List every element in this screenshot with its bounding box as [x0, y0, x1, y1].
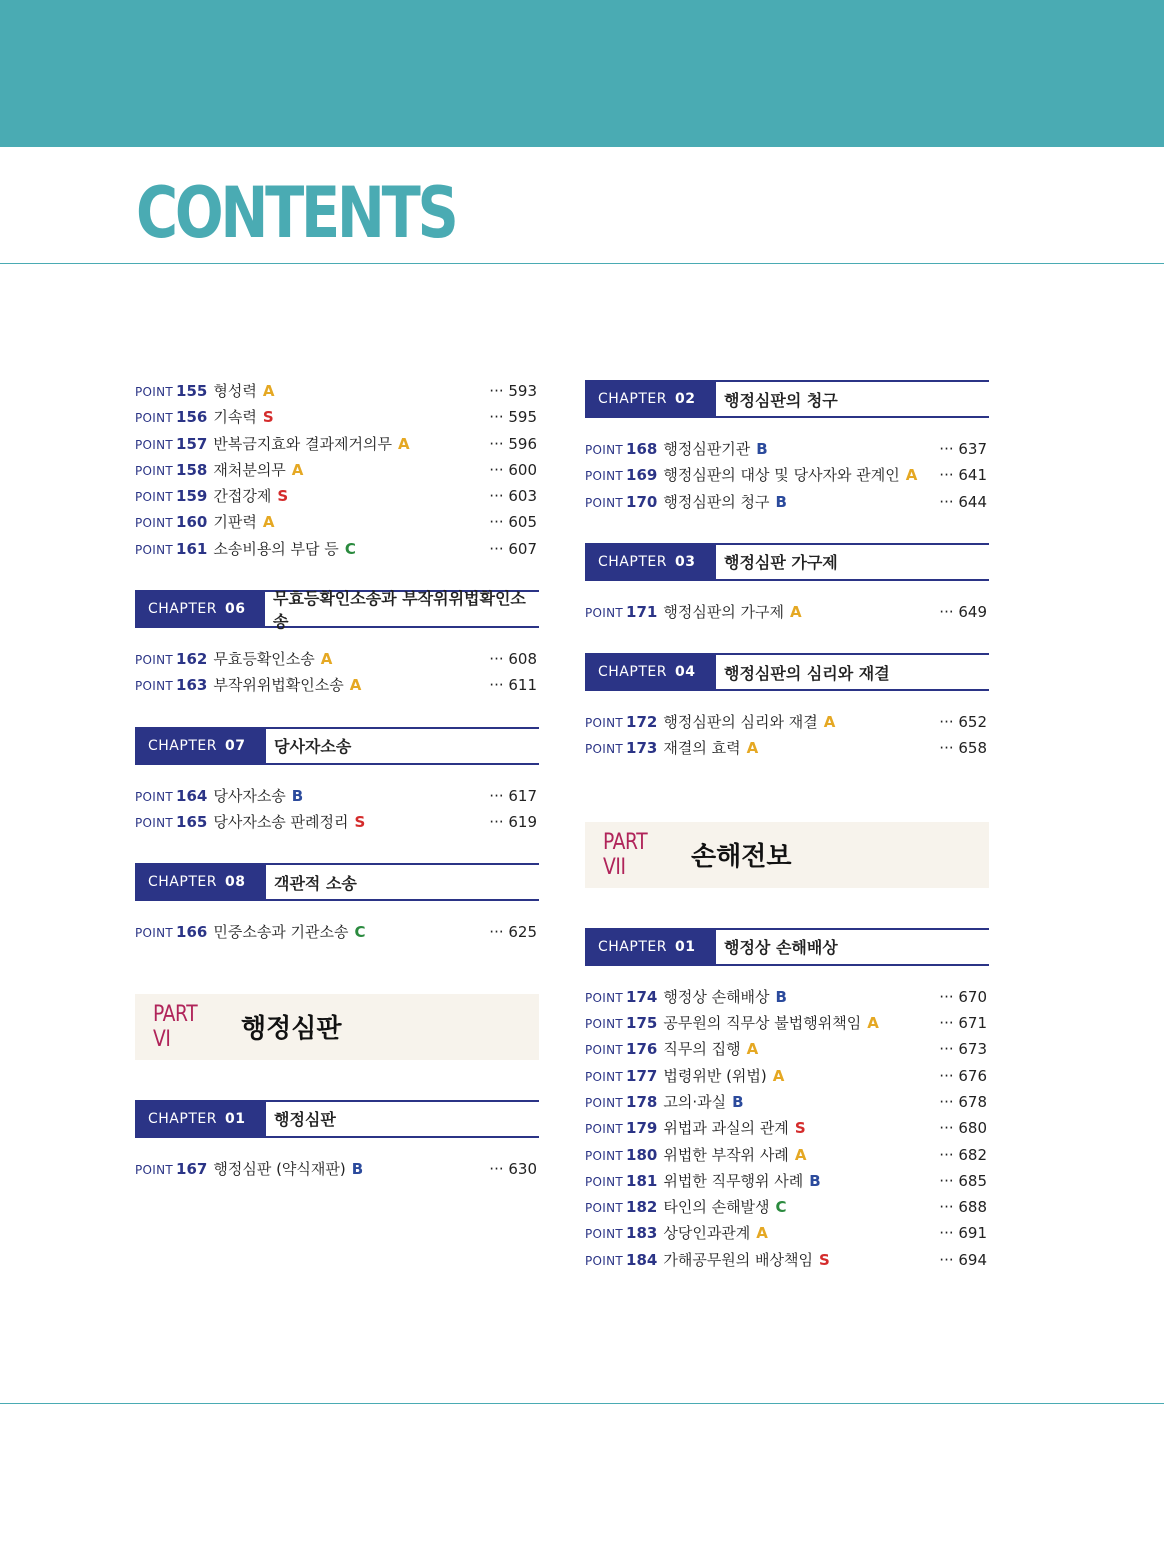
page-number: ··· 608 [489, 650, 537, 669]
entry-title: 법령위반 (위법) [663, 1066, 767, 1085]
page-number: ··· 671 [939, 1014, 987, 1033]
page-number: ··· 605 [489, 513, 537, 532]
entry-title: 부작위위법확인소송 [213, 676, 344, 695]
grade-badge: A [823, 713, 836, 732]
point-number: 161 [176, 539, 208, 558]
page-number: ··· 611 [489, 676, 537, 695]
entry-title: 재처분의무 [213, 460, 286, 479]
grade-badge: A [320, 650, 333, 669]
chapter-badge: CHAPTER 04 [585, 655, 716, 689]
point-number: 155 [176, 382, 208, 400]
entry-title: 직무의 집행 [663, 1040, 741, 1059]
toc-right-column [585, 380, 989, 1273]
toc-group [585, 984, 989, 1273]
point-label: POINT [585, 469, 624, 484]
point-label: POINT [135, 679, 174, 694]
toc-group [585, 436, 989, 515]
page-number: ··· 619 [489, 812, 537, 831]
chapter-header-r01[interactable] [585, 928, 989, 966]
point-number: 169 [626, 466, 658, 485]
point-number: 183 [626, 1224, 658, 1243]
point-label: POINT [135, 411, 174, 426]
point-number: 173 [626, 739, 658, 758]
toc-group [135, 646, 539, 699]
toc-entry[interactable] [135, 404, 539, 430]
point-number: 158 [176, 460, 208, 479]
point-label: POINT [135, 815, 174, 830]
point-label: POINT [585, 1017, 624, 1032]
entry-title: 간접강제 [213, 487, 272, 506]
page-number: ··· 652 [939, 713, 987, 732]
grade-badge: C [354, 923, 366, 942]
point-label: POINT [135, 490, 174, 505]
point-label: POINT [585, 990, 624, 1005]
point-label: POINT [135, 1162, 174, 1177]
point-label: POINT [585, 1043, 624, 1058]
grade-badge: B [809, 1171, 821, 1190]
point-label: POINT [585, 605, 624, 620]
chapter-badge: CHAPTER 01 [585, 930, 716, 964]
entry-title: 위법과 과실의 관계 [663, 1119, 789, 1138]
page-title: CONTENTS [136, 172, 456, 254]
grade-badge: A [746, 1040, 759, 1059]
entry-title: 당사자소송 [213, 786, 286, 805]
grade-badge: B [291, 786, 304, 805]
toc-entry[interactable] [585, 1089, 989, 1115]
grade-badge: A [349, 676, 362, 695]
grade-badge: B [756, 440, 768, 458]
toc-entry[interactable] [585, 1220, 989, 1246]
chapter-title: 무효등확인소송과 부작위위법확인소송 [272, 589, 526, 632]
toc-entry[interactable] [135, 672, 539, 698]
toc-entry[interactable] [135, 457, 539, 483]
grade-badge: A [794, 1145, 807, 1164]
toc-group [585, 709, 989, 762]
grade-badge: A [790, 602, 802, 621]
page-number: ··· 676 [939, 1066, 987, 1085]
point-label: POINT [585, 1201, 624, 1216]
chapter-title: 행정심판 가구제 [724, 553, 838, 573]
entry-title: 가해공무원의 배상책임 [663, 1250, 814, 1269]
point-label: POINT [585, 495, 624, 510]
entry-title: 형성력 [213, 382, 257, 400]
point-label: POINT [585, 1227, 624, 1242]
grade-badge: A [867, 1014, 879, 1033]
part-banner-6[interactable] [135, 994, 539, 1060]
entry-title: 행정상 손해배상 [663, 987, 770, 1006]
page-number: ··· 682 [939, 1145, 987, 1164]
page-number: ··· 596 [489, 434, 537, 453]
chapter-badge: CHAPTER 07 [135, 729, 266, 763]
point-number: 165 [176, 812, 208, 831]
entry-title: 소송비용의 부담 등 [213, 539, 339, 558]
grade-badge: A [291, 460, 304, 479]
chapter-badge: CHAPTER 01 [135, 1102, 266, 1136]
page-number: ··· 641 [939, 466, 987, 485]
chapter-header-08[interactable] [135, 863, 539, 901]
point-label: POINT [585, 443, 624, 457]
chapter-title: 행정심판의 청구 [724, 390, 838, 410]
entry-title: 행정심판의 대상 및 당사자와 관계인 [663, 466, 900, 485]
page-number: ··· 688 [939, 1198, 987, 1217]
toc-entry[interactable] [135, 431, 539, 457]
chapter-badge: CHAPTER 06 [135, 592, 265, 626]
point-number: 184 [626, 1250, 658, 1269]
point-number: 178 [626, 1092, 658, 1111]
toc-entry[interactable] [135, 509, 539, 535]
page-number: ··· 678 [939, 1092, 987, 1111]
part-label: PART VII [603, 829, 648, 880]
point-number: 159 [176, 487, 208, 506]
entry-title: 위법한 부작위 사례 [663, 1145, 789, 1164]
chapter-header-06[interactable] [135, 589, 539, 632]
entry-title: 상당인과관계 [663, 1224, 751, 1243]
point-number: 170 [626, 492, 658, 511]
point-number: 163 [176, 676, 208, 695]
toc-entry[interactable] [135, 783, 539, 809]
entry-title: 타인의 손해발생 [663, 1198, 770, 1217]
point-number: 160 [176, 513, 208, 532]
toc-entry[interactable] [585, 709, 989, 735]
chapter-title: 행정심판의 심리와 재결 [724, 663, 890, 683]
point-label: POINT [135, 542, 174, 557]
grade-badge: C [344, 539, 356, 558]
grade-badge: A [398, 434, 410, 453]
grade-badge: S [277, 487, 289, 506]
part-banner-7[interactable] [585, 822, 989, 888]
title-divider [0, 263, 1164, 264]
toc-entry[interactable] [135, 919, 539, 945]
grade-badge: C [775, 1198, 787, 1217]
page-number: ··· 644 [939, 492, 987, 511]
chapter-title: 객관적 소송 [274, 873, 357, 893]
chapter-header-03[interactable] [585, 543, 989, 581]
grade-badge: B [775, 987, 787, 1006]
point-label: POINT [135, 789, 174, 804]
bottom-divider [0, 1403, 1164, 1404]
point-number: 172 [626, 713, 658, 732]
entry-title: 행정심판의 심리와 재결 [663, 713, 818, 732]
toc-entry[interactable] [135, 646, 539, 672]
point-number: 168 [626, 440, 658, 458]
entry-title: 기판력 [213, 513, 257, 532]
grade-badge: S [794, 1119, 806, 1138]
page-number: ··· 625 [489, 923, 537, 942]
point-label: POINT [585, 1174, 624, 1189]
page-number: ··· 649 [939, 602, 987, 621]
chapter-title: 행정상 손해배상 [724, 938, 838, 958]
page-number: ··· 600 [489, 460, 537, 479]
chapter-header-07[interactable] [135, 727, 539, 765]
page-number: ··· 595 [489, 408, 537, 427]
grade-badge: A [262, 382, 275, 400]
point-number: 156 [176, 408, 208, 427]
toc-entry[interactable] [135, 809, 539, 835]
entry-title: 행정심판기관 [663, 440, 751, 458]
point-number: 181 [626, 1171, 658, 1190]
chapter-header-01[interactable] [135, 1100, 539, 1138]
part-label: PART VI [153, 1001, 198, 1052]
chapter-title: 행정심판 [274, 1110, 336, 1130]
toc-left-column [135, 378, 539, 1182]
entry-title: 행정심판의 가구제 [663, 602, 785, 621]
toc-entry[interactable] [585, 735, 989, 761]
page-number: ··· 617 [489, 786, 537, 805]
point-label: POINT [585, 1122, 624, 1137]
entry-title: 고의·과실 [663, 1092, 727, 1111]
page-number: ··· 694 [939, 1250, 987, 1269]
point-label: POINT [585, 1148, 624, 1163]
toc-group [135, 1156, 539, 1182]
toc-entry[interactable] [585, 1010, 989, 1036]
entry-title: 행정심판의 청구 [663, 492, 770, 511]
entry-title: 반복금지효와 결과제거의무 [213, 434, 392, 453]
chapter-badge: CHAPTER 03 [585, 545, 716, 579]
grade-badge: A [772, 1066, 785, 1085]
chapter-title: 당사자소송 [274, 737, 352, 757]
entry-title: 기속력 [213, 408, 257, 427]
toc-group [585, 599, 989, 625]
entry-title: 행정심판 (약식재판) [213, 1159, 346, 1178]
grade-badge: S [262, 408, 274, 427]
page-number: ··· 691 [939, 1224, 987, 1243]
toc-entry[interactable] [585, 1168, 989, 1194]
toc-group [135, 919, 539, 945]
grade-badge: A [905, 466, 918, 485]
toc-entry[interactable] [585, 1247, 989, 1273]
toc-entry[interactable] [585, 599, 989, 625]
point-label: POINT [585, 1069, 624, 1084]
grade-badge: A [262, 513, 275, 532]
toc-entry[interactable] [585, 462, 989, 488]
entry-title: 당사자소송 판례정리 [213, 812, 349, 831]
chapter-header-04[interactable] [585, 653, 989, 691]
grade-badge: B [732, 1092, 744, 1111]
toc-entry[interactable] [585, 984, 989, 1010]
point-number: 179 [626, 1119, 658, 1138]
page-number: ··· 658 [939, 739, 987, 758]
part-title: 행정심판 [241, 1014, 342, 1045]
point-number: 164 [176, 786, 208, 805]
page-number: ··· 673 [939, 1040, 987, 1059]
point-number: 166 [176, 923, 208, 942]
toc-entry[interactable] [585, 1063, 989, 1089]
point-number: 167 [176, 1159, 208, 1178]
entry-title: 무효등확인소송 [213, 650, 315, 669]
toc-entry[interactable] [135, 483, 539, 509]
chapter-badge: CHAPTER 08 [135, 865, 266, 899]
toc-entry[interactable] [585, 1115, 989, 1141]
part-title: 손해전보 [691, 842, 792, 873]
point-label: POINT [585, 742, 624, 757]
point-label: POINT [135, 437, 174, 452]
page-number: ··· 680 [939, 1119, 987, 1138]
toc-entry[interactable] [585, 489, 989, 515]
page-number: ··· 670 [939, 987, 987, 1006]
entry-title: 위법한 직무행위 사례 [663, 1171, 804, 1190]
grade-badge: B [351, 1159, 364, 1178]
toc-entry[interactable] [135, 1156, 539, 1182]
toc-entry[interactable] [585, 1194, 989, 1220]
point-number: 175 [626, 1014, 658, 1033]
toc-entry[interactable] [135, 378, 539, 404]
toc-group [135, 378, 539, 562]
page-number: ··· 593 [489, 382, 537, 400]
toc-entry[interactable] [135, 536, 539, 562]
point-number: 176 [626, 1040, 658, 1059]
toc-entry[interactable] [585, 1142, 989, 1168]
point-number: 182 [626, 1198, 658, 1217]
page-number: ··· 637 [939, 440, 987, 458]
page-number: ··· 607 [489, 539, 537, 558]
entry-title: 재결의 효력 [663, 739, 741, 758]
point-label: POINT [135, 385, 174, 399]
point-number: 177 [626, 1066, 658, 1085]
point-label: POINT [585, 716, 624, 731]
point-label: POINT [585, 1095, 624, 1110]
grade-badge: A [756, 1224, 768, 1243]
point-number: 171 [626, 602, 658, 621]
page-number: ··· 685 [939, 1171, 987, 1190]
toc-entry[interactable] [585, 1036, 989, 1062]
chapter-badge: CHAPTER 02 [585, 382, 716, 416]
page-number: ··· 603 [489, 487, 537, 506]
point-number: 180 [626, 1145, 658, 1164]
point-number: 162 [176, 650, 208, 669]
point-label: POINT [135, 653, 174, 668]
point-label: POINT [135, 463, 174, 478]
toc-group [135, 783, 539, 836]
grade-badge: B [775, 492, 787, 511]
entry-title: 공무원의 직무상 불법행위책임 [663, 1014, 862, 1033]
grade-badge: S [354, 812, 366, 831]
chapter-header-02[interactable] [585, 380, 989, 418]
grade-badge: S [819, 1250, 830, 1269]
top-banner [0, 0, 1164, 147]
grade-badge: A [746, 739, 759, 758]
point-label: POINT [135, 516, 174, 531]
toc-entry[interactable] [585, 436, 989, 462]
entry-title: 민중소송과 기관소송 [213, 923, 349, 942]
point-label: POINT [135, 926, 174, 941]
point-label: POINT [585, 1253, 624, 1268]
point-number: 174 [626, 987, 658, 1006]
point-number: 157 [176, 434, 208, 453]
page-number: ··· 630 [489, 1159, 537, 1178]
